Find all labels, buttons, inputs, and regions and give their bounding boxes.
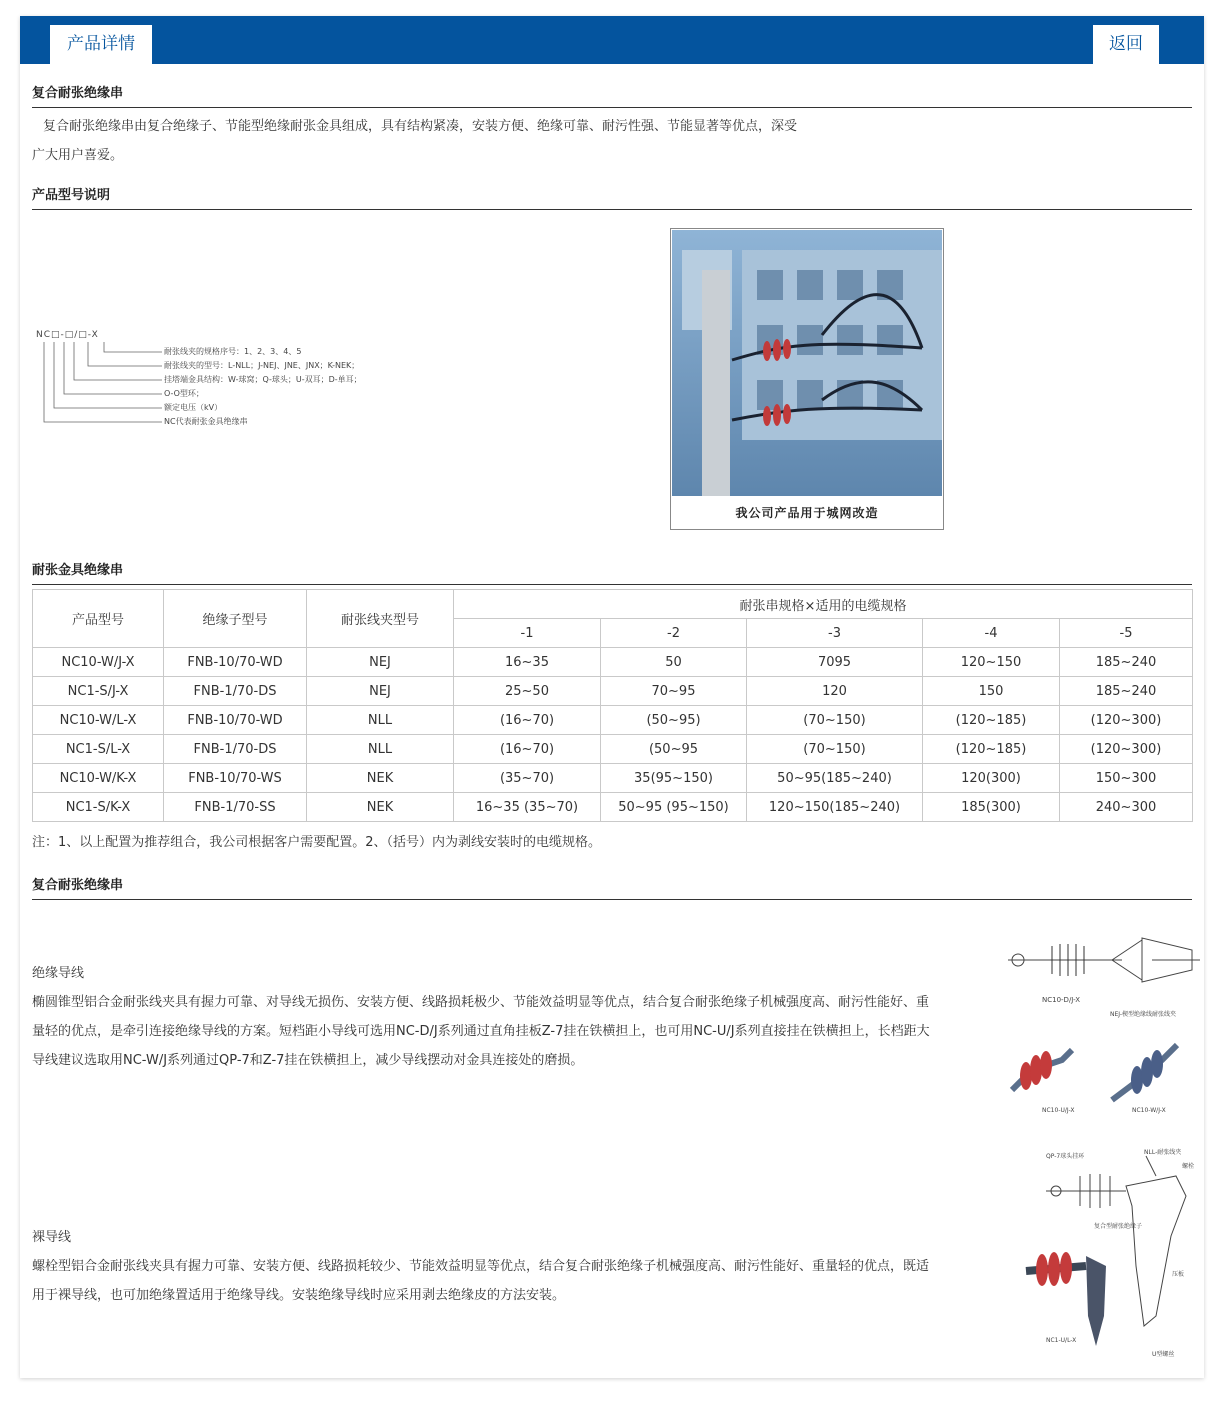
- table-subheader: -1: [454, 619, 601, 648]
- table-cell: 185(300): [923, 793, 1060, 822]
- table-cell: 50~95 (95~150): [601, 793, 747, 822]
- table-cell: (16~70): [454, 735, 601, 764]
- table-cell: 120~150: [923, 648, 1060, 677]
- table-cell: NC1-S/L-X: [33, 735, 164, 764]
- model-code-line: 耐张线夹的规格序号：1、2、3、4、5: [164, 347, 302, 356]
- fig-label-qp7: QP-7球头挂环: [1046, 1153, 1085, 1160]
- city-grid-photo-image: [672, 230, 942, 496]
- table-cell: 185~240: [1060, 677, 1193, 706]
- fig-label-nej: NEJ-楔型绝缘线耐张线夹: [1110, 1011, 1177, 1018]
- table-header: 产品型号: [33, 590, 164, 648]
- table-cell: NC1-S/J-X: [33, 677, 164, 706]
- table-cell: 150~300: [1060, 764, 1193, 793]
- section-title-composite-string-2: 复合耐张绝缘串: [32, 874, 1192, 900]
- table-cell: 120(300): [923, 764, 1060, 793]
- table-header: 耐张串规格×适用的电缆规格: [454, 590, 1193, 619]
- table-cell: 185~240: [1060, 648, 1193, 677]
- table-cell: NC1-S/K-X: [33, 793, 164, 822]
- table-cell: FNB-1/70-DS: [164, 735, 307, 764]
- table-cell: NEK: [307, 793, 454, 822]
- table-cell: FNB-1/70-SS: [164, 793, 307, 822]
- spec-table: [32, 589, 1193, 822]
- insulated-wire-block: [32, 959, 1002, 1075]
- table-cell: 120: [747, 677, 923, 706]
- fig-label-nll: NLL-耐张线夹: [1144, 1149, 1182, 1156]
- back-button[interactable]: 返回: [1093, 25, 1159, 64]
- table-cell: (120~185): [923, 706, 1060, 735]
- table-cell: 150: [923, 677, 1060, 706]
- table-cell: NC10-W/K-X: [33, 764, 164, 793]
- table-cell: NEJ: [307, 648, 454, 677]
- table-cell: (70~150): [747, 706, 923, 735]
- table-cell: NC10-W/L-X: [33, 706, 164, 735]
- table-subheader: -4: [923, 619, 1060, 648]
- table-cell: NC10-W/J-X: [33, 648, 164, 677]
- section-title-fitting-string: 耐张金具绝缘串: [32, 559, 1192, 585]
- table-row: [33, 764, 1193, 793]
- table-cell: (50~95: [601, 735, 747, 764]
- table-row: [33, 735, 1193, 764]
- table-cell: FNB-1/70-DS: [164, 677, 307, 706]
- table-row: [33, 677, 1193, 706]
- table-cell: FNB-10/70-WD: [164, 706, 307, 735]
- model-code-line: NC代表耐张金具绝缘串: [164, 417, 248, 426]
- model-code-line: 额定电压（kV）: [164, 403, 223, 412]
- fig-label-pressure-plate: 压板: [1172, 1271, 1185, 1278]
- table-cell: 16~35: [454, 648, 601, 677]
- table-header: 绝缘子型号: [164, 590, 307, 648]
- table-cell: NLL: [307, 706, 454, 735]
- fig-label-nc10-dj: NC10-D/J-X: [1042, 996, 1081, 1004]
- table-cell: 25~50: [454, 677, 601, 706]
- table-cell: (50~95): [601, 706, 747, 735]
- section-title-composite-string: 复合耐张绝缘串: [32, 82, 1192, 108]
- fig-label-bolt: 螺栓: [1182, 1163, 1195, 1170]
- table-cell: NEK: [307, 764, 454, 793]
- table-cell: 120~150(185~240): [747, 793, 923, 822]
- table-cell: (120~185): [923, 735, 1060, 764]
- table-cell: FNB-10/70-WD: [164, 648, 307, 677]
- intro-paragraph: [32, 112, 797, 170]
- table-subheader: -5: [1060, 619, 1193, 648]
- photo-caption: 我公司产品用于城网改造: [735, 506, 879, 520]
- table-header: 耐张线夹型号: [307, 590, 454, 648]
- header-bar: [20, 16, 1204, 64]
- model-code-diagram: [34, 330, 394, 430]
- content-panel: [20, 16, 1204, 1378]
- installation-photo: [670, 228, 944, 530]
- table-subheader: -3: [747, 619, 923, 648]
- table-subheader: -2: [601, 619, 747, 648]
- insulated-wire-line: 导线建议选取用NC-W/J系列通过QP-7和Z-7挂在铁横担上，减少导线摆动对金具连接处的磨损。: [32, 1053, 584, 1068]
- insulated-wire-line: 椭圆锥型铝合金耐张线夹具有握力可靠、对导线无损伤、安装方便、线路损耗极少、节能效益明显等优点，结合复合耐张绝缘子机械强度高、耐污性能好、重: [32, 995, 930, 1010]
- model-code-line: O-O型环；: [164, 389, 204, 398]
- insulated-wire-title: 绝缘导线: [32, 966, 85, 981]
- fig-label-nc10-uj: NC10-U/J-X: [1042, 1107, 1075, 1114]
- table-row: [33, 793, 1193, 822]
- table-row: [33, 706, 1193, 735]
- table-cell: NEJ: [307, 677, 454, 706]
- table-cell: (120~300): [1060, 735, 1193, 764]
- table-cell: 7095: [747, 648, 923, 677]
- table-cell: (35~70): [454, 764, 601, 793]
- table-row: [33, 648, 1193, 677]
- table-cell: 240~300: [1060, 793, 1193, 822]
- table-cell: (70~150): [747, 735, 923, 764]
- fig-label-nc1-ul: NC1-U/L-X: [1046, 1337, 1077, 1344]
- table-cell: 50~95(185~240): [747, 764, 923, 793]
- bare-wire-fittings-figure: [1006, 1146, 1202, 1362]
- fig-label-nc10-wj: NC10-W/J-X: [1132, 1107, 1166, 1114]
- table-cell: NLL: [307, 735, 454, 764]
- table-cell: FNB-10/70-WS: [164, 764, 307, 793]
- table-cell: 50: [601, 648, 747, 677]
- table-cell: 35(95~150): [601, 764, 747, 793]
- model-code: NC□-□/□-X: [36, 330, 99, 340]
- insulated-wire-line: 量轻的优点，是牵引连接绝缘导线的方案。短档距小导线可选用NC-D/J系列通过直角挂板Z-7挂在铁横担上，也可用NC-U/J系列直接挂在铁横担上，长档距大: [32, 1024, 930, 1039]
- bare-wire-block: [32, 1223, 1007, 1310]
- tab-product-details[interactable]: 产品详情: [50, 25, 152, 64]
- intro-line-2: 广大用户喜爱。: [32, 148, 124, 163]
- model-code-line: 挂塔端金具结构：W-球窝；Q-球头；U-双耳；D-单耳；: [164, 375, 362, 384]
- table-cell: (120~300): [1060, 706, 1193, 735]
- fig-label-u-bolt: U型螺丝: [1152, 1351, 1175, 1358]
- bare-wire-line: 螺栓型铝合金耐张线夹具有握力可靠、安装方便、线路损耗较少、节能效益明显等优点，结合复合耐张绝缘子机械强度高、耐污性能好、重量轻的优点，既适: [32, 1259, 930, 1274]
- intro-line-1: 复合耐张绝缘串由复合绝缘子、节能型绝缘耐张金具组成，具有结构紧凑，安装方便、绝缘可靠、耐污性强、节能显著等优点，深受: [43, 119, 798, 134]
- table-note: 注：1、以上配置为推荐组合，我公司根据客户需要配置。2、（括号）内为剥线安装时的电缆规格。: [32, 835, 602, 850]
- bare-wire-line: 用于裸导线，也可加绝缘置适用于绝缘导线。安装绝缘导线时应采用剥去绝缘皮的方法安装。: [32, 1288, 566, 1303]
- table-cell: (16~70): [454, 706, 601, 735]
- table-header-row: [33, 590, 1193, 619]
- bare-wire-title: 裸导线: [32, 1230, 72, 1245]
- model-code-line: 耐张线夹的型号：L-NLL；J-NEJ、JNE、JNX；K-NEK；: [164, 361, 360, 370]
- table-cell: 16~35 (35~70): [454, 793, 601, 822]
- section-title-model-description: 产品型号说明: [32, 184, 1192, 210]
- fig-label-composite-insulator: 复合型耐张绝缘子: [1094, 1223, 1143, 1230]
- table-cell: 70~95: [601, 677, 747, 706]
- insulated-wire-fittings-figure: [1002, 920, 1200, 1116]
